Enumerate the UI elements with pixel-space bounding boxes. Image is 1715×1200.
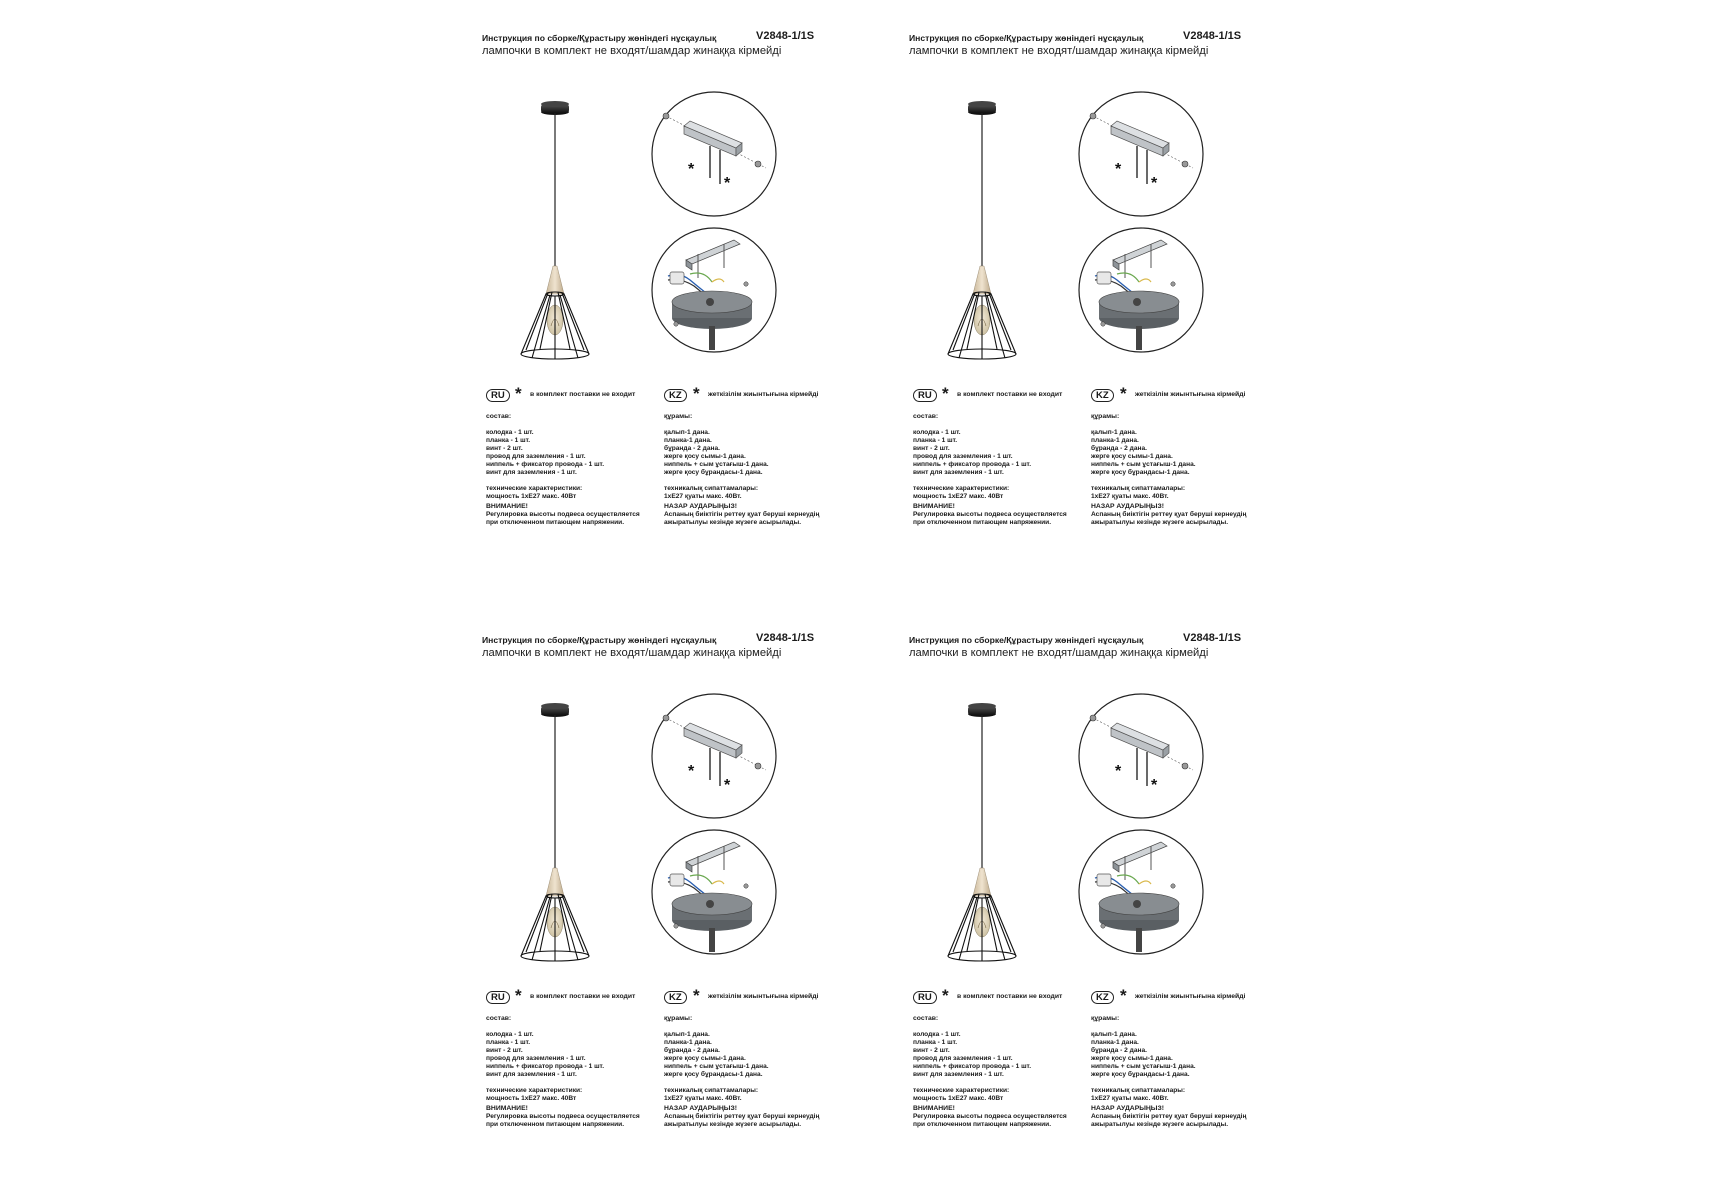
list-item: жерге қосу бұрандасы-1 дана.: [1091, 469, 1190, 476]
bulbs-not-included-note: лампочки в комплект не входят/шамдар жинаққа кірмейді: [909, 45, 1209, 57]
kz-specs-value: 1хЕ27 қуаты макс. 40Вт.: [664, 1095, 742, 1102]
list-item: колодка - 1 шт.: [486, 1031, 534, 1038]
ru-contents-list: [486, 429, 676, 477]
list-item: винт для заземления - 1 шт.: [486, 1071, 577, 1078]
ru-contents-list: [486, 1031, 676, 1079]
kz-specs-value: 1хЕ27 қуаты макс. 40Вт.: [664, 493, 742, 500]
list-item: жерге қосу бұрандасы-1 дана.: [664, 1071, 763, 1078]
instruction-panel: [909, 30, 1329, 590]
lang-badge-ru: RU: [913, 389, 937, 402]
kz-specs-title: техникалық сипаттамалары:: [1091, 1087, 1186, 1094]
not-included-mark: *: [724, 777, 731, 794]
list-item: винт - 2 шт.: [486, 1047, 523, 1054]
list-item: планка - 1 шт.: [486, 1039, 531, 1046]
asterisk-icon: *: [942, 986, 949, 1005]
bulbs-not-included-note: лампочки в комплект не входят/шамдар жинаққа кірмейді: [482, 45, 782, 57]
kz-not-included-row: [664, 384, 854, 404]
instructions-kz: [664, 384, 854, 527]
ru-contents-title: состав:: [486, 413, 512, 420]
list-item: қалып-1 дана.: [1091, 429, 1137, 436]
instruction-title: Инструкция по сборке/Құрастыру жөніндегі нұсқаулық: [909, 635, 1144, 645]
kz-not-included-row: [1091, 986, 1281, 1006]
ru-not-included-label: в комплект поставки не входит: [957, 391, 1063, 398]
ru-specs-value: мощность 1хЕ27 макс. 40Вт: [913, 493, 1004, 500]
kz-warning-title: НАЗАР АУДАРЫҢЫЗ!: [1091, 503, 1164, 510]
list-item: провод для заземления - 1 шт.: [486, 453, 586, 460]
lang-badge-ru: RU: [486, 389, 510, 402]
list-item: колодка - 1 шт.: [913, 1031, 961, 1038]
instructions-kz: [1091, 986, 1281, 1129]
lang-badge-ru: RU: [486, 991, 510, 1004]
kz-contents-title: құрамы:: [664, 413, 693, 420]
list-item: жерге қосу сымы-1 дана.: [1091, 453, 1173, 460]
mounting-bracket-diagram: [650, 692, 778, 820]
not-included-mark: *: [1115, 161, 1122, 178]
instruction-title: Инструкция по сборке/Құрастыру жөніндегі нұсқаулық: [909, 33, 1144, 43]
list-item: ниппель + сым ұстағыш-1 дана.: [1091, 1063, 1196, 1070]
kz-warning-line: Аспаның биіктігін реттеу қуат беруші кернеудің: [1091, 511, 1247, 518]
ru-warning-line: Регулировка высоты подвеса осуществляется: [486, 511, 640, 518]
canopy-wiring-diagram: [650, 226, 778, 354]
pendant-lamp-illustration: [510, 80, 630, 370]
mounting-bracket-diagram: [1077, 692, 1205, 820]
kz-contents-list: [664, 1031, 854, 1079]
list-item: винт - 2 шт.: [913, 1047, 950, 1054]
kz-specs-value: 1хЕ27 қуаты макс. 40Вт.: [1091, 493, 1169, 500]
list-item: қалып-1 дана.: [1091, 1031, 1137, 1038]
list-item: планка - 1 шт.: [486, 437, 531, 444]
canopy-wiring-diagram: [1077, 226, 1205, 354]
bulbs-not-included-note: лампочки в комплект не входят/шамдар жинаққа кірмейді: [909, 647, 1209, 659]
list-item: планка-1 дана.: [1091, 437, 1139, 444]
ru-specs-value: мощность 1хЕ27 макс. 40Вт: [486, 493, 577, 500]
list-item: қалып-1 дана.: [664, 429, 710, 436]
list-item: планка - 1 шт.: [913, 1039, 958, 1046]
list-item: жерге қосу сымы-1 дана.: [664, 1055, 746, 1062]
pendant-lamp-illustration: [937, 682, 1057, 972]
list-item: ниппель + сым ұстағыш-1 дана.: [664, 461, 769, 468]
kz-warning-title: НАЗАР АУДАРЫҢЫЗ!: [1091, 1105, 1164, 1112]
kz-not-included-label: жеткізілім жиынтығына кірмейді: [1135, 993, 1246, 1000]
ru-specs-title: технические характеристики:: [913, 1087, 1010, 1094]
asterisk-icon: *: [942, 384, 949, 403]
instructions-kz: [1091, 384, 1281, 527]
list-item: ниппель + фиксатор провода - 1 шт.: [913, 461, 1032, 468]
list-item: колодка - 1 шт.: [913, 429, 961, 436]
asterisk-icon: *: [693, 384, 700, 403]
ru-not-included-row: [913, 986, 1103, 1006]
kz-contents-list: [664, 429, 854, 477]
ru-not-included-row: [913, 384, 1103, 404]
kz-not-included-row: [664, 986, 854, 1006]
list-item: бұранда - 2 дана.: [664, 1047, 720, 1054]
ru-specs-title: технические характеристики:: [913, 485, 1010, 492]
list-item: жерге қосу бұрандасы-1 дана.: [1091, 1071, 1190, 1078]
lang-badge-kz: KZ: [1091, 389, 1114, 402]
list-item: бұранда - 2 дана.: [1091, 445, 1147, 452]
instruction-title: Инструкция по сборке/Құрастыру жөніндегі нұсқаулық: [482, 33, 717, 43]
list-item: ниппель + сым ұстағыш-1 дана.: [664, 1063, 769, 1070]
ru-specs-title: технические характеристики:: [486, 1087, 583, 1094]
list-item: планка - 1 шт.: [913, 437, 958, 444]
list-item: провод для заземления - 1 шт.: [913, 1055, 1013, 1062]
lang-badge-kz: KZ: [664, 389, 687, 402]
kz-warning-line: ажыратылуы кезінде жүзеге асырылады.: [664, 1121, 802, 1128]
list-item: жерге қосу сымы-1 дана.: [664, 453, 746, 460]
instructions-kz: [664, 986, 854, 1129]
ru-warning-title: ВНИМАНИЕ!: [486, 503, 528, 510]
ru-warning-line: при отключенном питающем напряжении.: [486, 1121, 625, 1128]
ru-warning-line: Регулировка высоты подвеса осуществляется: [913, 1113, 1067, 1120]
ru-warning-line: Регулировка высоты подвеса осуществляется: [486, 1113, 640, 1120]
kz-contents-list: [1091, 1031, 1281, 1079]
list-item: планка-1 дана.: [664, 1039, 712, 1046]
ru-warning-line: при отключенном питающем напряжении.: [486, 519, 625, 526]
canopy-wiring-diagram: [1077, 828, 1205, 956]
ru-warning-title: ВНИМАНИЕ!: [913, 1105, 955, 1112]
kz-warning-line: Аспаның биіктігін реттеу қуат беруші кернеудің: [1091, 1113, 1247, 1120]
ru-not-included-row: [486, 986, 676, 1006]
ru-warning-title: ВНИМАНИЕ!: [913, 503, 955, 510]
list-item: винт - 2 шт.: [486, 445, 523, 452]
instructions-ru: [486, 384, 676, 527]
ru-warning-line: при отключенном питающем напряжении.: [913, 1121, 1052, 1128]
kz-warning-line: Аспаның биіктігін реттеу қуат беруші кернеудің: [664, 511, 820, 518]
list-item: жерге қосу сымы-1 дана.: [1091, 1055, 1173, 1062]
list-item: бұранда - 2 дана.: [1091, 1047, 1147, 1054]
list-item: винт для заземления - 1 шт.: [913, 1071, 1004, 1078]
list-item: планка-1 дана.: [664, 437, 712, 444]
mounting-bracket-diagram: [1077, 90, 1205, 218]
ru-specs-title: технические характеристики:: [486, 485, 583, 492]
instructions-ru: [913, 384, 1103, 527]
kz-specs-value: 1хЕ27 қуаты макс. 40Вт.: [1091, 1095, 1169, 1102]
kz-warning-line: ажыратылуы кезінде жүзеге асырылады.: [1091, 1121, 1229, 1128]
not-included-mark: *: [688, 161, 695, 178]
not-included-mark: *: [724, 175, 731, 192]
kz-specs-title: техникалық сипаттамалары:: [664, 485, 759, 492]
list-item: винт для заземления - 1 шт.: [913, 469, 1004, 476]
ru-warning-title: ВНИМАНИЕ!: [486, 1105, 528, 1112]
model-number: V2848-1/1S: [1183, 30, 1242, 42]
not-included-mark: *: [1115, 763, 1122, 780]
kz-contents-title: құрамы:: [664, 1015, 693, 1022]
instructions-ru: [486, 986, 676, 1129]
instruction-panel: [482, 30, 902, 590]
ru-specs-value: мощность 1хЕ27 макс. 40Вт: [486, 1095, 577, 1102]
kz-warning-line: ажыратылуы кезінде жүзеге асырылады.: [664, 519, 802, 526]
model-number: V2848-1/1S: [756, 632, 815, 644]
not-included-mark: *: [1151, 777, 1158, 794]
list-item: жерге қосу бұрандасы-1 дана.: [664, 469, 763, 476]
not-included-mark: *: [1151, 175, 1158, 192]
list-item: ниппель + фиксатор провода - 1 шт.: [486, 1063, 605, 1070]
pendant-lamp-illustration: [510, 682, 630, 972]
list-item: провод для заземления - 1 шт.: [486, 1055, 586, 1062]
instruction-panel: [909, 632, 1329, 1192]
asterisk-icon: *: [1120, 986, 1127, 1005]
lang-badge-ru: RU: [913, 991, 937, 1004]
ru-warning-line: при отключенном питающем напряжении.: [913, 519, 1052, 526]
list-item: колодка - 1 шт.: [486, 429, 534, 436]
asterisk-icon: *: [515, 986, 522, 1005]
list-item: бұранда - 2 дана.: [664, 445, 720, 452]
kz-specs-title: техникалық сипаттамалары:: [664, 1087, 759, 1094]
kz-warning-line: Аспаның биіктігін реттеу қуат беруші кернеудің: [664, 1113, 820, 1120]
list-item: ниппель + сым ұстағыш-1 дана.: [1091, 461, 1196, 468]
ru-not-included-label: в комплект поставки не входит: [957, 993, 1063, 1000]
list-item: ниппель + фиксатор провода - 1 шт.: [913, 1063, 1032, 1070]
ru-not-included-label: в комплект поставки не входит: [530, 391, 636, 398]
kz-not-included-label: жеткізілім жиынтығына кірмейді: [708, 993, 819, 1000]
canopy-wiring-diagram: [650, 828, 778, 956]
kz-specs-title: техникалық сипаттамалары:: [1091, 485, 1186, 492]
instruction-panel: [482, 632, 902, 1192]
pendant-lamp-illustration: [937, 80, 1057, 370]
ru-contents-list: [913, 1031, 1103, 1079]
kz-warning-title: НАЗАР АУДАРЫҢЫЗ!: [664, 1105, 737, 1112]
asterisk-icon: *: [1120, 384, 1127, 403]
model-number: V2848-1/1S: [1183, 632, 1242, 644]
ru-specs-value: мощность 1хЕ27 макс. 40Вт: [913, 1095, 1004, 1102]
list-item: винт - 2 шт.: [913, 445, 950, 452]
lang-badge-kz: KZ: [1091, 991, 1114, 1004]
kz-not-included-row: [1091, 384, 1281, 404]
list-item: қалып-1 дана.: [664, 1031, 710, 1038]
asterisk-icon: *: [693, 986, 700, 1005]
kz-contents-list: [1091, 429, 1281, 477]
instructions-ru: [913, 986, 1103, 1129]
bulbs-not-included-note: лампочки в комплект не входят/шамдар жинаққа кірмейді: [482, 647, 782, 659]
ru-not-included-row: [486, 384, 676, 404]
kz-not-included-label: жеткізілім жиынтығына кірмейді: [1135, 391, 1246, 398]
list-item: планка-1 дана.: [1091, 1039, 1139, 1046]
ru-contents-title: состав:: [913, 413, 939, 420]
kz-contents-title: құрамы:: [1091, 1015, 1120, 1022]
kz-warning-title: НАЗАР АУДАРЫҢЫЗ!: [664, 503, 737, 510]
ru-contents-list: [913, 429, 1103, 477]
kz-warning-line: ажыратылуы кезінде жүзеге асырылады.: [1091, 519, 1229, 526]
list-item: винт для заземления - 1 шт.: [486, 469, 577, 476]
asterisk-icon: *: [515, 384, 522, 403]
ru-warning-line: Регулировка высоты подвеса осуществляется: [913, 511, 1067, 518]
ru-contents-title: состав:: [486, 1015, 512, 1022]
ru-not-included-label: в комплект поставки не входит: [530, 993, 636, 1000]
list-item: ниппель + фиксатор провода - 1 шт.: [486, 461, 605, 468]
model-number: V2848-1/1S: [756, 30, 815, 42]
mounting-bracket-diagram: [650, 90, 778, 218]
lang-badge-kz: KZ: [664, 991, 687, 1004]
kz-not-included-label: жеткізілім жиынтығына кірмейді: [708, 391, 819, 398]
not-included-mark: *: [688, 763, 695, 780]
kz-contents-title: құрамы:: [1091, 413, 1120, 420]
instruction-title: Инструкция по сборке/Құрастыру жөніндегі нұсқаулық: [482, 635, 717, 645]
ru-contents-title: состав:: [913, 1015, 939, 1022]
list-item: провод для заземления - 1 шт.: [913, 453, 1013, 460]
